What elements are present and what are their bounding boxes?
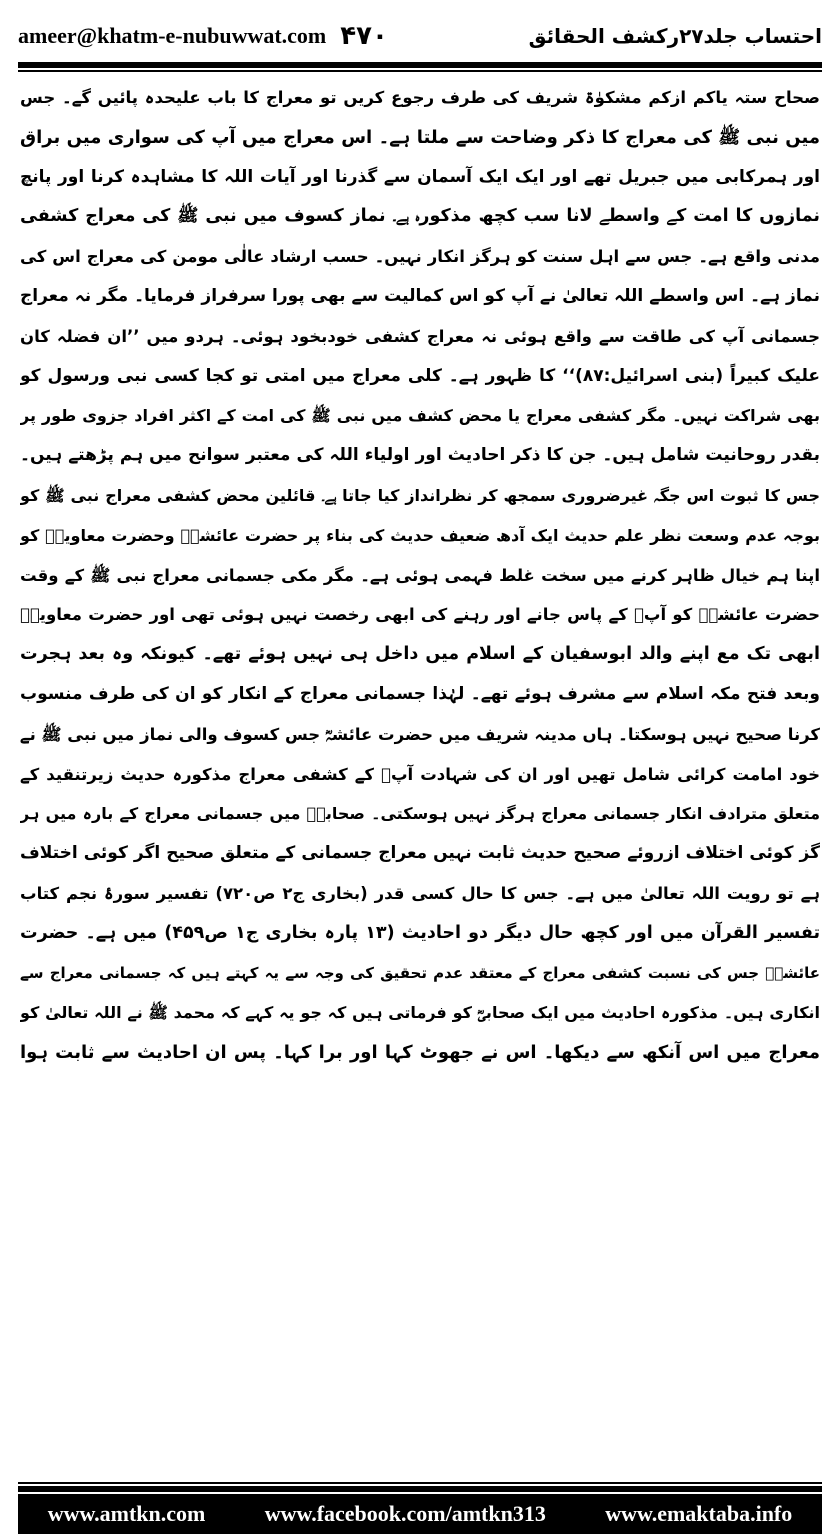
header-email: ameer@khatm-e-nubuwwat.com [18,23,327,48]
text-line: حضرت عائشہؓ کو آپؐ کے پاس جانے اور رہنے کی ابھی رخصت نہیں ہوئی تھی اور حضرت معاویہؓ [20,605,820,625]
text-line: ہے تو رویت اللہ تعالیٰ میں ہے۔ جس کا حال کسی قدر (بخاری ج۲ ص۷۲۰) تفسیر سورۂ نجم کتاب [20,883,820,903]
page-body-text [20,78,820,1478]
header-rule-thin [18,70,822,72]
text-line: جسمانی آپ کی طاقت سے واقع ہوئی نہ معراج کشفی خودبخود ہوئی۔ ہردو میں ’’ان فضلہ کان [20,326,820,346]
text-line: متعلق مترادف انکار جسمانی معراج ہرگز نہیں ہوسکتی۔ صحابہؓ میں جسمانی معراج کے بارہ میں ہر [20,804,820,824]
footer-rule-thick [18,1486,822,1492]
text-line: گز کوئی اختلاف ازروئے صحیح حدیث ثابت نہیں معراج جسمانی کے متعلق صحیح اگر کوئی اختلاف [20,843,820,864]
text-line: جس کا ثبوت اس جگہ غیرضروری سمجھ کر نظرانداز کیا جاتا ہے۔ قائلین محض کشفی معراج نبی ﷺ کو [20,485,820,505]
text-line: معراج میں اس آنکھ سے دیکھا۔ اس نے جھوٹ کہا اور برا کہا۔ پس ان احادیث سے ثابت ہوا [20,1042,820,1064]
footer-rule-thin [18,1482,822,1484]
book-title: احتساب جلد۲۷رکشف الحقائق [528,24,822,48]
page-footer [18,1494,822,1534]
text-line: میں نبی ﷺ کی معراج کا ذکر وضاحت سے ملتا ہے۔ اس معراج میں آپ کی سواری میں براق [20,126,820,148]
text-line: اور ہمرکابی میں جبریل تھے اور ایک ایک آسمان سے گذرنا اور آیات اللہ کا مشاہدہ کرنا اور پانچ [20,166,820,187]
footer-link-emaktaba[interactable]: www.emaktaba.info [605,1501,793,1526]
text-line: بھی شراکت نہیں۔ مگر کشفی معراج یا محض کشف میں نبی ﷺ کی امت کے اکثر افراد جزوی طور پر [20,406,820,426]
text-line: نماز ہے۔ اس واسطے اللہ تعالیٰ نے آپ کو اس کمالیت سے بھی پورا سرفراز فرمایا۔ مگر نہ معراج [20,285,820,306]
footer-link-amtkn[interactable]: www.amtkn.com [47,1501,206,1526]
page-number: ۴۷۰ [340,21,388,51]
text-line: ابھی تک مع اپنے والد ابوسفیان کے اسلام میں داخل ہی نہیں ہوئے تھے۔ کیونکہ وہ بعد ہجرت [20,644,820,665]
text-line: وبعد فتح مکہ اسلام سے مشرف ہوئے تھے۔ لہٰذا جسمانی معراج کے انکار کو ان کی طرف منسوب [20,683,820,704]
text-line: علیک کبیراً (بنی اسرائیل:۸۷)‘‘ کا ظہور ہے۔ کلی معراج میں امتی تو کجا کسی نبی ورسول کو [20,365,820,386]
text-line: عائشہؓ جس کی نسبت کشفی معراج کے معتقد عدم تحقیق کی وجہ سے یہ کہتے ہیں کہ جسمانی معراج سے [20,963,820,982]
text-line: انکاری ہیں۔ مذکورہ احادیث میں ایک صحابیؓ کو فرماتی ہیں کہ جو یہ کہے کہ محمد ﷺ نے اللہ تعالیٰ کو [20,1003,820,1023]
footer-link-facebook[interactable]: www.facebook.com/amtkn313 [264,1501,546,1526]
text-line: نمازوں کا امت کے واسطے لانا سب کچھ مذکورہ ہے۔ نماز کسوف میں نبی ﷺ کی معراج کشفی [20,206,820,227]
text-line: مدنی واقع ہے۔ جس سے اہل سنت کو ہرگز انکار نہیں۔ حسب ارشاد عالٰی مومن کی معراج اس کی [20,247,820,267]
text-line: صحاح ستہ یاکم ازکم مشکوٰۃ شریف کی طرف رجوع کریں تو معراج کا باب علیحدہ پائیں گے۔ جس [20,88,820,107]
header-left [18,21,388,51]
text-line: اپنا ہم خیال ظاہر کرنے میں سخت غلط فہمی ہوئی ہے۔ مگر مکی جسمانی معراج نبی ﷺ کے وقت [20,565,820,585]
page-header [18,14,822,58]
text-line: بوجہ عدم وسعت نظر علم حدیث ایک آدھ ضعیف حدیث کی بناء پر حضرت عائشہؓ وحضرت معاویہؓ کو [20,525,820,545]
text-line: کرنا صحیح نہیں ہوسکتا۔ ہاں مدینہ شریف میں حضرت عائشہؓ جس کسوف والی نماز میں نبی ﷺ نے [20,724,820,744]
text-line: تفسیر القرآن میں اور کچھ حال دیگر دو احادیث (۱۳ پارہ بخاری ج۱ ص۴۵۹) میں ہے۔ حضرت [20,922,820,943]
text-line: بقدر روحانیت شامل ہیں۔ جن کا ذکر احادیث اور اولیاء اللہ کی معتبر سوانح میں ہم پڑھتے ہیں۔ [20,445,820,466]
header-rule-thick [18,62,822,68]
text-line: خود امامت کرائی شامل تھیں اور ان کی شہادت آپؐ کے کشفی معراج مذکورہ حدیث زیرتنقید کے [20,764,820,784]
